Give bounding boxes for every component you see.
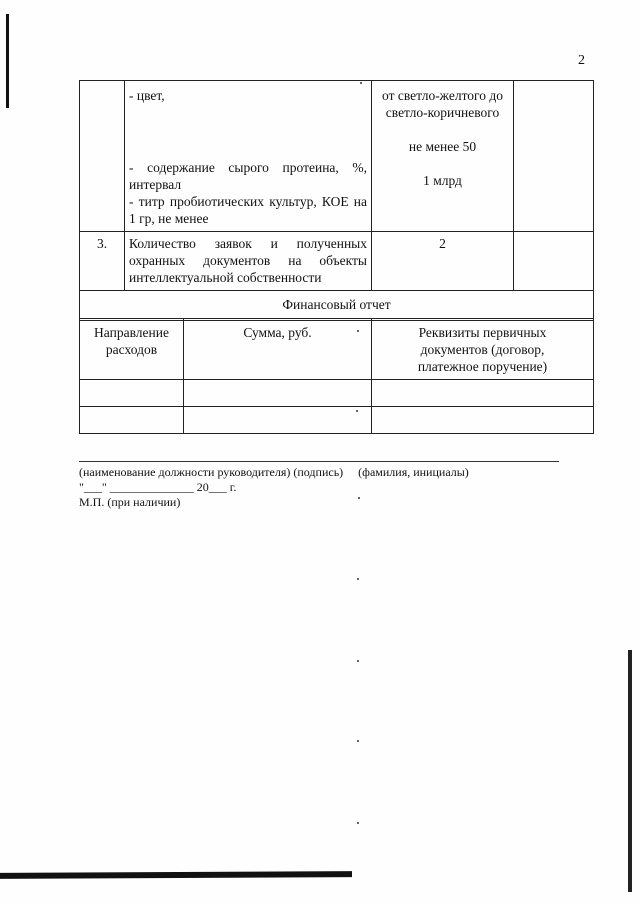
table-cell: [184, 407, 372, 434]
scan-edge-right: [628, 650, 632, 892]
scan-speck: [357, 660, 359, 662]
protein-label: - содержание сырого протеина, %, интервал: [129, 160, 367, 192]
indicators-table: [79, 80, 594, 321]
indicator-value-cell: 2: [372, 232, 514, 291]
indicator-label-cell: Количество заявок и полученных охранных документов на объекты интеллектуальной собственности: [125, 232, 372, 291]
table-header-row: [80, 319, 594, 380]
table-cell: [80, 407, 184, 434]
table-row: [80, 81, 594, 232]
color-label: - цвет,: [129, 88, 165, 103]
financial-report-title: Финансовый отчет: [80, 291, 594, 321]
scan-speck: [357, 822, 359, 824]
table-cell: [80, 380, 184, 407]
probiotic-value: 1 млрд: [423, 173, 462, 188]
scan-speck: [358, 497, 360, 499]
empty-cell: [514, 232, 594, 291]
scan-edge-left: [6, 14, 9, 108]
column-header-amount: Сумма, руб.: [184, 319, 372, 380]
empty-cell: [514, 81, 594, 232]
scan-speck: [357, 740, 359, 742]
table-cell: [184, 380, 372, 407]
table-cell: [372, 407, 594, 434]
protein-value: не менее 50: [408, 139, 477, 154]
indicator-label-cell: [125, 81, 372, 232]
table-row: [80, 380, 594, 407]
scan-speck: [357, 578, 359, 580]
table-row: [80, 407, 594, 434]
financial-report-table: [79, 318, 594, 434]
stamp-note: М.П. (при наличии): [79, 495, 181, 509]
date-line: "___" ______________ 20___ г.: [79, 480, 237, 494]
table-cell: [372, 380, 594, 407]
signature-line: [79, 461, 559, 462]
row-number-cell: [80, 81, 125, 232]
financial-report-title-row: [80, 291, 594, 321]
row-number-cell: 3.: [80, 232, 125, 291]
column-header-direction: Направление расходов: [80, 319, 184, 380]
scan-edge-bottom: [0, 871, 352, 879]
table-row: [80, 232, 594, 291]
color-value: от светло-желтого до светло-коричневого: [382, 88, 503, 120]
indicator-value-cell: [372, 81, 514, 232]
column-header-documents: Реквизиты первичных документов (договор, платежное поручение): [372, 319, 594, 380]
signature-caption: (наименование должности руководителя) (подпись) (фамилия, инициалы): [79, 465, 469, 479]
page-number: 2: [578, 53, 585, 68]
probiotic-label: - титр пробиотических культур, КОЕ на 1 гр, не менее: [129, 194, 367, 226]
